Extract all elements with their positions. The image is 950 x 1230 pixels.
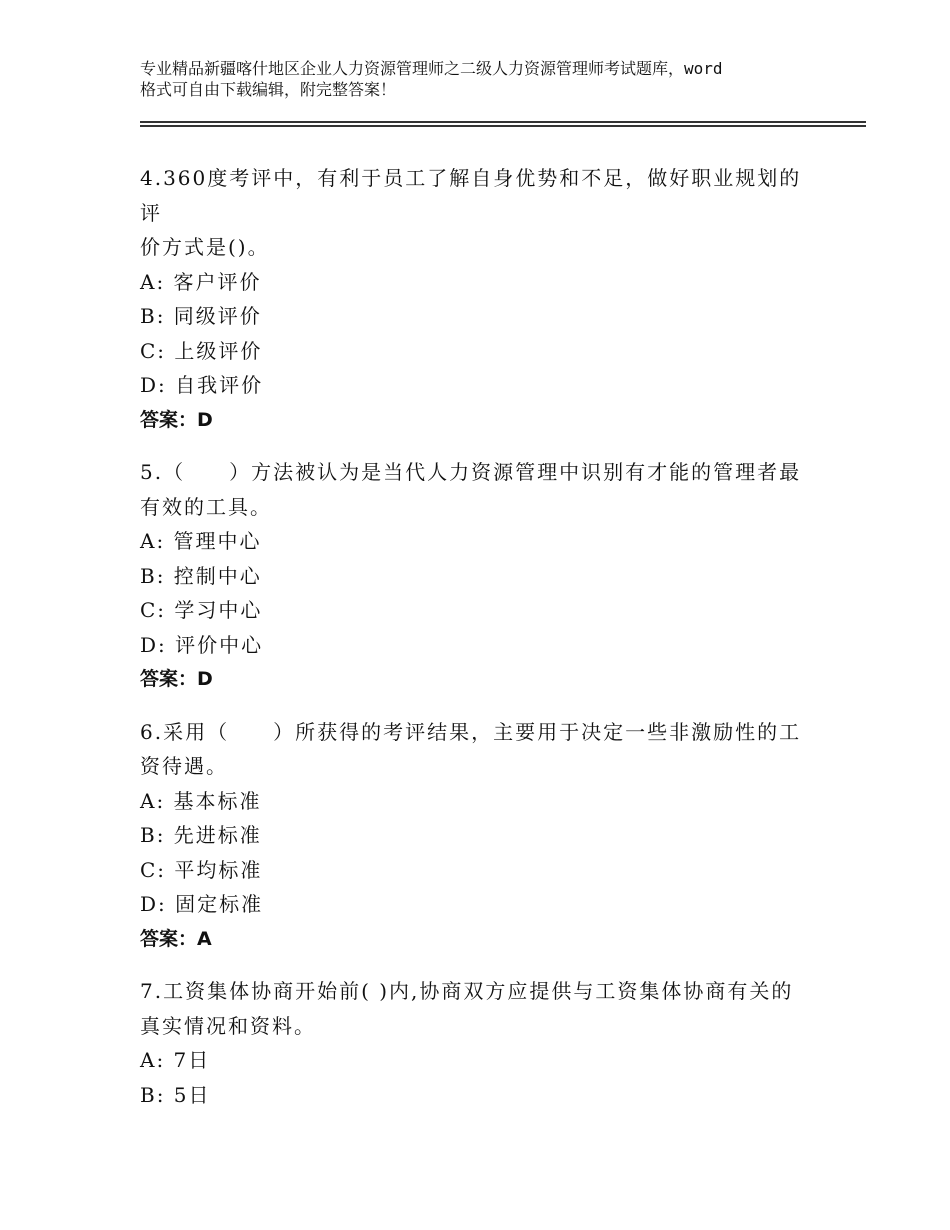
question-stem: 有效的工具。 (140, 494, 272, 519)
question-list (140, 161, 810, 1130)
header-divider-top (140, 121, 866, 123)
option-b: B: 5日 (140, 1082, 211, 1107)
question-stem: 6.采用（ ）所获得的考评结果，主要用于决定一些非激励性的工 (140, 719, 802, 744)
option-a: A: 客户评价 (140, 269, 262, 294)
question-6 (140, 715, 810, 957)
option-a: A: 管理中心 (140, 529, 262, 553)
answer: 答案：A (140, 927, 212, 950)
question-stem: 5.（ ）方法被认为是当代人力资源管理中识别有才能的管理者最 (140, 460, 802, 484)
question-stem: 价方式是()。 (140, 235, 270, 259)
option-c: C: 学习中心 (140, 598, 263, 622)
question-4 (140, 161, 810, 437)
option-b: B: 先进标准 (140, 823, 262, 847)
question-7 (140, 974, 810, 1112)
option-a: A: 基本标准 (140, 788, 262, 813)
option-b: B: 同级评价 (140, 304, 262, 328)
option-d: D: 评价中心 (140, 632, 264, 657)
option-d: D: 自我评价 (140, 373, 264, 397)
question-stem: 7.工资集体协商开始前( )内,协商双方应提供与工资集体协商有关的 (140, 979, 794, 1003)
answer: 答案：D (140, 408, 213, 431)
document-header (140, 58, 840, 100)
answer: 答案：D (140, 668, 213, 690)
option-d: D: 固定标准 (140, 892, 264, 916)
option-c: C: 平均标准 (140, 857, 263, 882)
option-a: A: 7日 (140, 1048, 211, 1072)
question-5 (140, 455, 810, 697)
question-stem: 真实情况和资料。 (140, 1013, 316, 1038)
header-divider-bottom (140, 125, 866, 127)
question-stem: 4.360度考评中，有利于员工了解自身优势和不足，做好职业规划的评 (140, 166, 802, 225)
header-line-1: 专业精品新疆喀什地区企业人力资源管理师之二级人力资源管理师考试题库，word (140, 59, 723, 78)
header-line-2: 格式可自由下载编辑，附完整答案！ (140, 80, 397, 99)
option-b: B: 控制中心 (140, 563, 262, 588)
option-c: C: 上级评价 (140, 338, 263, 363)
question-stem: 资待遇。 (140, 754, 228, 778)
